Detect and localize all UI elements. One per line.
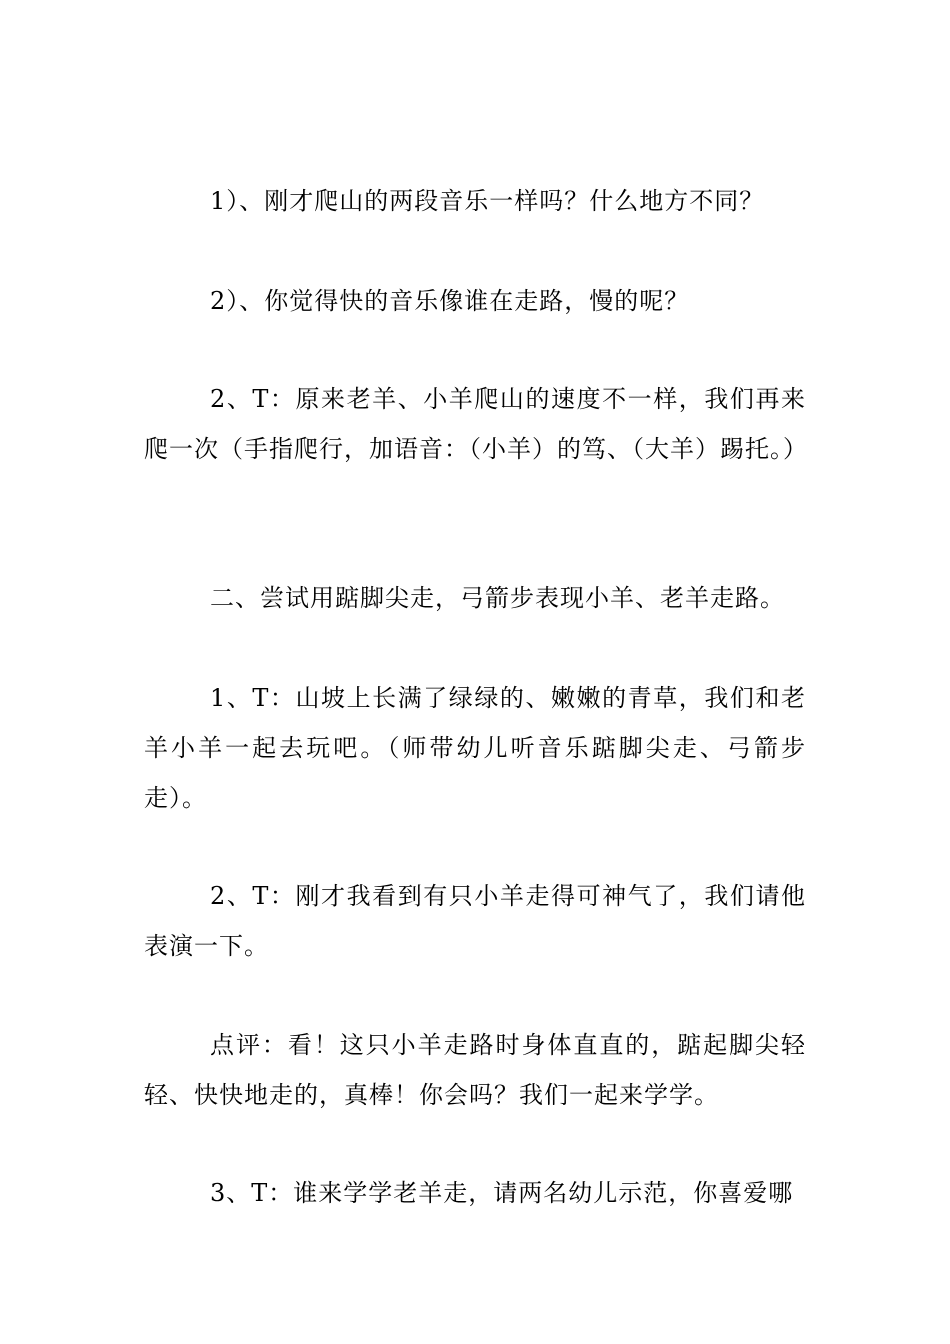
- paragraph-question-1: 1）、刚才爬山的两段音乐一样吗？什么地方不同？: [210, 187, 765, 215]
- paragraph-step-2-climb: 2、T：原来老羊、小羊爬山的速度不一样，我们再来爬一次（手指爬行，加语音：（小羊）的笃、（大羊）踢托。）: [144, 385, 808, 463]
- paragraph-step-3: 3、T：谁来学学老羊走，请两名幼儿示范，你喜爱哪: [210, 1179, 794, 1207]
- paragraph-step-2-demo: 2、T：刚才我看到有只小羊走得可神气了，我们请他表演一下。: [144, 882, 806, 960]
- paragraph-step-1-walk: 1、T：山坡上长满了绿绿的、嫩嫩的青草，我们和老羊小羊一起去玩吧。（师带幼儿听音乐踮脚尖走、弓箭步走）。: [144, 684, 806, 812]
- paragraph-comment: 点评：看！这只小羊走路时身体直直的，踮起脚尖轻轻、快快地走的，真棒！你会吗？我们一起来学学。: [144, 1031, 806, 1109]
- paragraph-question-2: 2）、你觉得快的音乐像谁在走路，慢的呢？: [210, 287, 690, 315]
- section-heading-2: 二、尝试用踮脚尖走，弓箭步表现小羊、老羊走路。: [210, 584, 785, 612]
